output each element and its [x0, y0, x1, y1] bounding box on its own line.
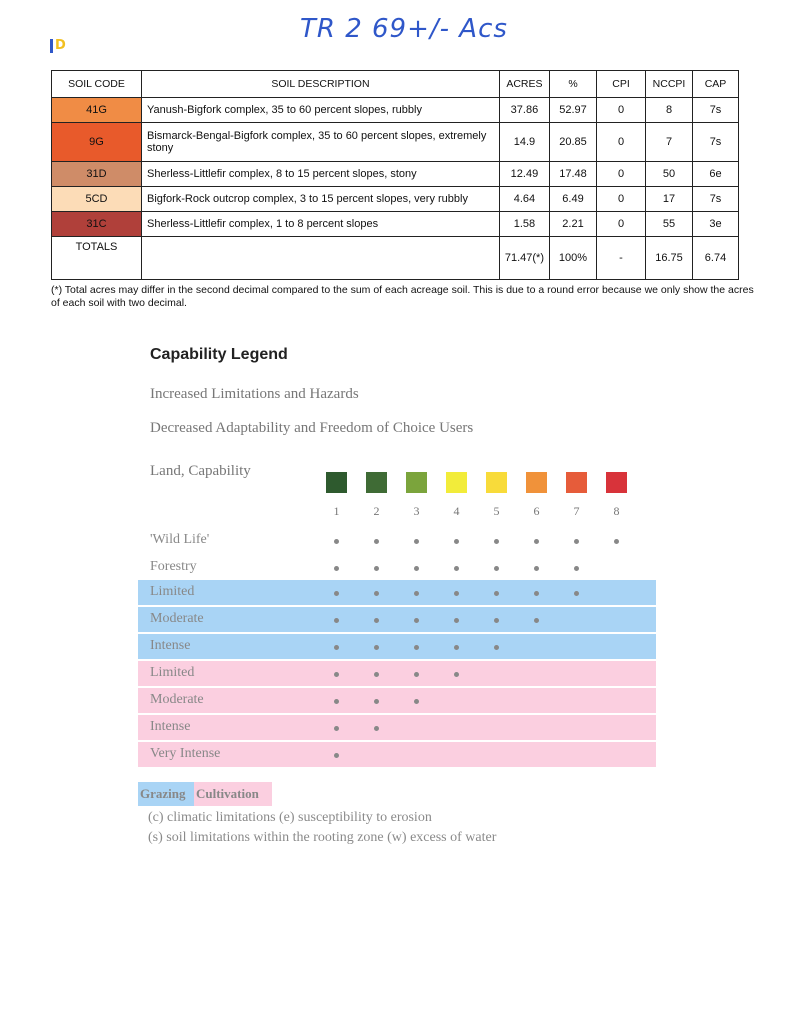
cpi-cell: 0	[597, 187, 646, 212]
grazing-key: Grazing	[138, 782, 194, 806]
header-nccpi: NCCPI	[646, 71, 693, 98]
capability-swatch-2	[366, 472, 387, 493]
table-row	[52, 98, 739, 123]
capability-swatch-5	[486, 472, 507, 493]
suitability-dot	[494, 645, 499, 650]
suitability-dot	[374, 618, 379, 623]
cap-cell: 6e	[693, 162, 739, 187]
use-label: Limited	[150, 665, 195, 680]
abbreviation-line-1: (c) climatic limitations (e) susceptibility to erosion	[148, 810, 432, 825]
nccpi-cell: 55	[646, 212, 693, 237]
table-row	[52, 212, 739, 237]
capability-class-5: 5	[493, 504, 500, 518]
use-label: 'Wild Life'	[150, 532, 210, 547]
nccpi-cell: 50	[646, 162, 693, 187]
capability-swatch-8	[606, 472, 627, 493]
suitability-dot	[454, 566, 459, 571]
nccpi-cell: 8	[646, 98, 693, 123]
id-mark-bar	[50, 39, 53, 53]
suitability-dot	[454, 539, 459, 544]
totals-cpi: -	[597, 237, 646, 280]
soil-table	[51, 70, 739, 280]
suitability-dot	[334, 645, 339, 650]
suitability-dot	[534, 539, 539, 544]
suitability-dot	[534, 566, 539, 571]
suitability-dot	[534, 618, 539, 623]
cpi-cell: 0	[597, 123, 646, 162]
header-acres: ACRES	[499, 71, 549, 98]
suitability-dot	[334, 726, 339, 731]
suitability-dot	[534, 591, 539, 596]
soil-description-cell: Yanush-Bigfork complex, 35 to 60 percent slopes, rubbly	[142, 98, 500, 123]
percent-cell: 52.97	[550, 98, 597, 123]
soil-description-cell: Bismarck-Bengal-Bigfork complex, 35 to 60 percent slopes, extremely stony	[142, 123, 500, 162]
suitability-dot	[374, 566, 379, 571]
suitability-dot	[454, 672, 459, 677]
cap-cell: 7s	[693, 123, 739, 162]
capability-class-7: 7	[573, 504, 580, 518]
percent-cell: 20.85	[550, 123, 597, 162]
suitability-dot	[494, 618, 499, 623]
suitability-dot	[334, 566, 339, 571]
use-label: Limited	[150, 584, 195, 599]
cpi-cell: 0	[597, 162, 646, 187]
use-label: Very Intense	[150, 746, 221, 761]
cultivation-band	[138, 661, 656, 686]
suitability-dot	[414, 618, 419, 623]
nccpi-cell: 7	[646, 123, 693, 162]
suitability-dot	[374, 539, 379, 544]
nccpi-cell: 17	[646, 187, 693, 212]
suitability-dot	[334, 672, 339, 677]
suitability-dot	[374, 699, 379, 704]
suitability-dot	[454, 645, 459, 650]
suitability-dot	[494, 566, 499, 571]
suitability-dot	[334, 699, 339, 704]
legend-line-limitations: Increased Limitations and Hazards	[150, 386, 359, 402]
suitability-dot	[614, 539, 619, 544]
table-row	[52, 162, 739, 187]
legend-title: Capability Legend	[150, 346, 288, 363]
use-label: Intense	[150, 719, 191, 734]
capability-swatch-3	[406, 472, 427, 493]
suitability-dot	[414, 566, 419, 571]
grazing-band	[138, 607, 656, 632]
capability-swatch-6	[526, 472, 547, 493]
suitability-dot	[494, 591, 499, 596]
acres-cell: 12.49	[499, 162, 549, 187]
capability-class-4: 4	[453, 504, 460, 518]
use-label: Moderate	[150, 611, 204, 626]
soil-code-cell: 31C	[52, 212, 142, 237]
abbreviation-line-2: (s) soil limitations within the rooting zone (w) excess of water	[148, 830, 497, 845]
capability-class-3: 3	[413, 504, 420, 518]
suitability-dot	[454, 591, 459, 596]
cultivation-band	[138, 715, 656, 740]
soil-code-cell: 9G	[52, 123, 142, 162]
totals-row	[52, 237, 739, 280]
suitability-dot	[334, 591, 339, 596]
suitability-dot	[334, 618, 339, 623]
soil-code-cell: 5CD	[52, 187, 142, 212]
suitability-dot	[334, 753, 339, 758]
cap-cell: 7s	[693, 98, 739, 123]
cultivation-band	[138, 688, 656, 713]
cpi-cell: 0	[597, 98, 646, 123]
land-capability-label: Land, Capability	[150, 463, 251, 479]
suitability-dot	[374, 591, 379, 596]
header-cap: CAP	[693, 71, 739, 98]
suitability-dot	[494, 539, 499, 544]
capability-swatch-7	[566, 472, 587, 493]
totals-acres: 71.47(*)	[499, 237, 549, 280]
cap-cell: 7s	[693, 187, 739, 212]
capability-class-6: 6	[533, 504, 540, 518]
totals-description-cell	[142, 237, 500, 280]
suitability-dot	[414, 672, 419, 677]
cap-cell: 3e	[693, 212, 739, 237]
use-label: Intense	[150, 638, 191, 653]
acres-cell: 37.86	[499, 98, 549, 123]
acres-cell: 14.9	[499, 123, 549, 162]
totals-cap: 6.74	[693, 237, 739, 280]
totals-percent: 100%	[550, 237, 597, 280]
legend-line-adaptability: Decreased Adaptability and Freedom of Choice Users	[150, 420, 474, 436]
suitability-dot	[414, 591, 419, 596]
suitability-dot	[414, 699, 419, 704]
acres-cell: 1.58	[499, 212, 549, 237]
soil-code-cell: 31D	[52, 162, 142, 187]
totals-nccpi: 16.75	[646, 237, 693, 280]
capability-swatch-1	[326, 472, 347, 493]
table-header-row	[52, 71, 739, 98]
handwritten-title: TR 2 69+/- Acs	[300, 14, 508, 44]
suitability-dot	[374, 672, 379, 677]
soil-description-cell: Bigfork-Rock outcrop complex, 3 to 15 percent slopes, very rubbly	[142, 187, 500, 212]
cpi-cell: 0	[597, 212, 646, 237]
grazing-band	[138, 634, 656, 659]
id-mark-letter: D	[55, 38, 66, 53]
suitability-dot	[414, 645, 419, 650]
id-mark	[50, 38, 66, 53]
percent-cell: 6.49	[550, 187, 597, 212]
totals-label: TOTALS	[52, 237, 142, 280]
capability-class-2: 2	[373, 504, 380, 518]
percent-cell: 17.48	[550, 162, 597, 187]
suitability-dot	[574, 591, 579, 596]
capability-class-8: 8	[613, 504, 620, 518]
suitability-dot	[334, 539, 339, 544]
suitability-dot	[374, 726, 379, 731]
capability-class-1: 1	[333, 504, 340, 518]
header-percent: %	[550, 71, 597, 98]
use-label: Moderate	[150, 692, 204, 707]
acres-cell: 4.64	[499, 187, 549, 212]
suitability-dot	[574, 539, 579, 544]
footnote: (*) Total acres may differ in the second decimal compared to the sum of each acreage soil. This is due to a round error because we only show the acres of each soil with two decimal.	[51, 284, 754, 309]
header-cpi: CPI	[597, 71, 646, 98]
suitability-dot	[574, 566, 579, 571]
table-row	[52, 187, 739, 212]
soil-description-cell: Sherless-Littlefir complex, 1 to 8 percent slopes	[142, 212, 500, 237]
cultivation-key: Cultivation	[194, 782, 272, 806]
header-soil-code: SOIL CODE	[52, 71, 142, 98]
soil-description-cell: Sherless-Littlefir complex, 8 to 15 percent slopes, stony	[142, 162, 500, 187]
capability-swatch-4	[446, 472, 467, 493]
table-row	[52, 123, 739, 162]
use-label: Forestry	[150, 559, 197, 574]
header-soil-description: SOIL DESCRIPTION	[142, 71, 500, 98]
suitability-dot	[374, 645, 379, 650]
percent-cell: 2.21	[550, 212, 597, 237]
suitability-dot	[454, 618, 459, 623]
suitability-dot	[414, 539, 419, 544]
soil-code-cell: 41G	[52, 98, 142, 123]
